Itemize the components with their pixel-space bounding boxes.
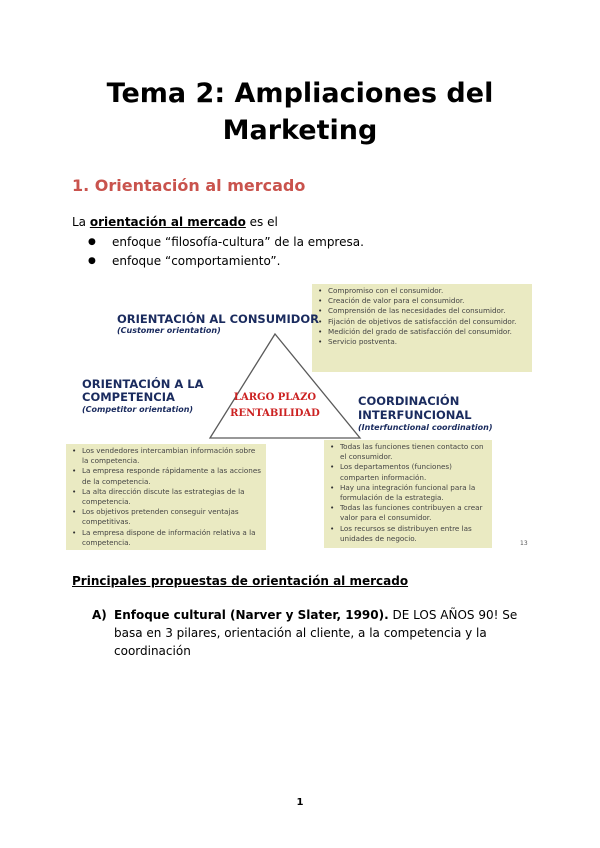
list-item: • La empresa responde rápidamente a las acciones de la competencia. xyxy=(82,466,262,486)
list-item: • Servicio postventa. xyxy=(328,337,528,347)
list-item: • La empresa dispone de información relativa a la competencia. xyxy=(82,528,262,548)
list-item: • Medición del grado de satisfacción del consumidor. xyxy=(328,327,528,337)
coordination-title-2: INTERFUNCIONAL xyxy=(358,408,472,422)
list-item: ● enfoque “comportamiento”. xyxy=(88,252,364,271)
coordination-box xyxy=(324,440,492,548)
slide-number: 13 xyxy=(520,540,528,547)
competition-orientation-title-1: ORIENTACIÓN A LA xyxy=(82,377,204,391)
list-item: • Los vendedores intercambian información sobre la competencia. xyxy=(82,446,262,466)
proposal-item-a xyxy=(92,606,532,660)
list-item: • Los departamentos (funciones) comparten información. xyxy=(340,462,488,482)
doc-title-line-2: Marketing xyxy=(222,115,378,146)
item-a-text: DE LOS AÑOS 90! Se basa en 3 pilares, orientación al cliente, a la competencia y la coordinación xyxy=(114,608,518,658)
proposals-heading: Principales propuestas de orientación al mercado xyxy=(72,574,409,588)
page-number: 1 xyxy=(296,797,304,808)
competition-orientation-subtitle: (Competitor orientation) xyxy=(82,405,194,414)
intro-term: orientación al mercado xyxy=(89,215,246,229)
consumer-orientation-subtitle: (Customer orientation) xyxy=(117,326,221,335)
consumer-orientation-title: ORIENTACIÓN AL CONSUMIDOR xyxy=(117,312,319,326)
competition-orientation-box xyxy=(66,444,266,550)
coordination-title-1: COORDINACIÓN xyxy=(358,394,460,408)
list-item: • Fijación de objetivos de satisfacción del consumidor. xyxy=(328,317,528,327)
list-item: • Creación de valor para el consumidor. xyxy=(328,296,528,306)
center-label-profitability: RENTABILIDAD xyxy=(230,408,320,419)
intro-bullet-list xyxy=(88,233,364,271)
list-item: • La alta dirección discute las estrategias de la competencia. xyxy=(82,487,262,507)
list-item: • Los objetivos pretenden conseguir ventajas competitivas. xyxy=(82,507,262,527)
consumer-orientation-box xyxy=(312,284,532,372)
intro-prefix: La xyxy=(72,215,90,229)
list-item: • Hay una integración funcional para la formulación de la estrategia. xyxy=(340,483,488,503)
list-item: • Todas las funciones tienen contacto con el consumidor. xyxy=(340,442,488,462)
list-item: • Comprensión de las necesidades del consumidor. xyxy=(328,306,528,316)
section-heading: 1. Orientación al mercado xyxy=(72,176,306,195)
competition-orientation-title-2: COMPETENCIA xyxy=(82,390,175,404)
doc-title-line-1: Tema 2: Ampliaciones del xyxy=(106,78,494,109)
item-a-bold-text: Enfoque cultural (Narver y Slater, 1990). xyxy=(114,608,389,622)
list-item: • Compromiso con el consumidor. xyxy=(328,286,528,296)
list-item: ● enfoque “filosofía-cultura” de la empresa. xyxy=(88,233,364,252)
intro-suffix: es el xyxy=(245,215,278,229)
list-item: • Todas las funciones contribuyen a crear valor para el consumidor. xyxy=(340,503,488,523)
list-item: • Los recursos se distribuyen entre las unidades de negocio. xyxy=(340,524,488,544)
item-a-label: A) xyxy=(92,608,107,622)
coordination-subtitle: (Interfunctional coordination) xyxy=(358,423,493,432)
intro-text xyxy=(72,215,278,229)
market-orientation-diagram xyxy=(62,284,536,554)
center-label-long-term: LARGO PLAZO xyxy=(233,392,317,403)
